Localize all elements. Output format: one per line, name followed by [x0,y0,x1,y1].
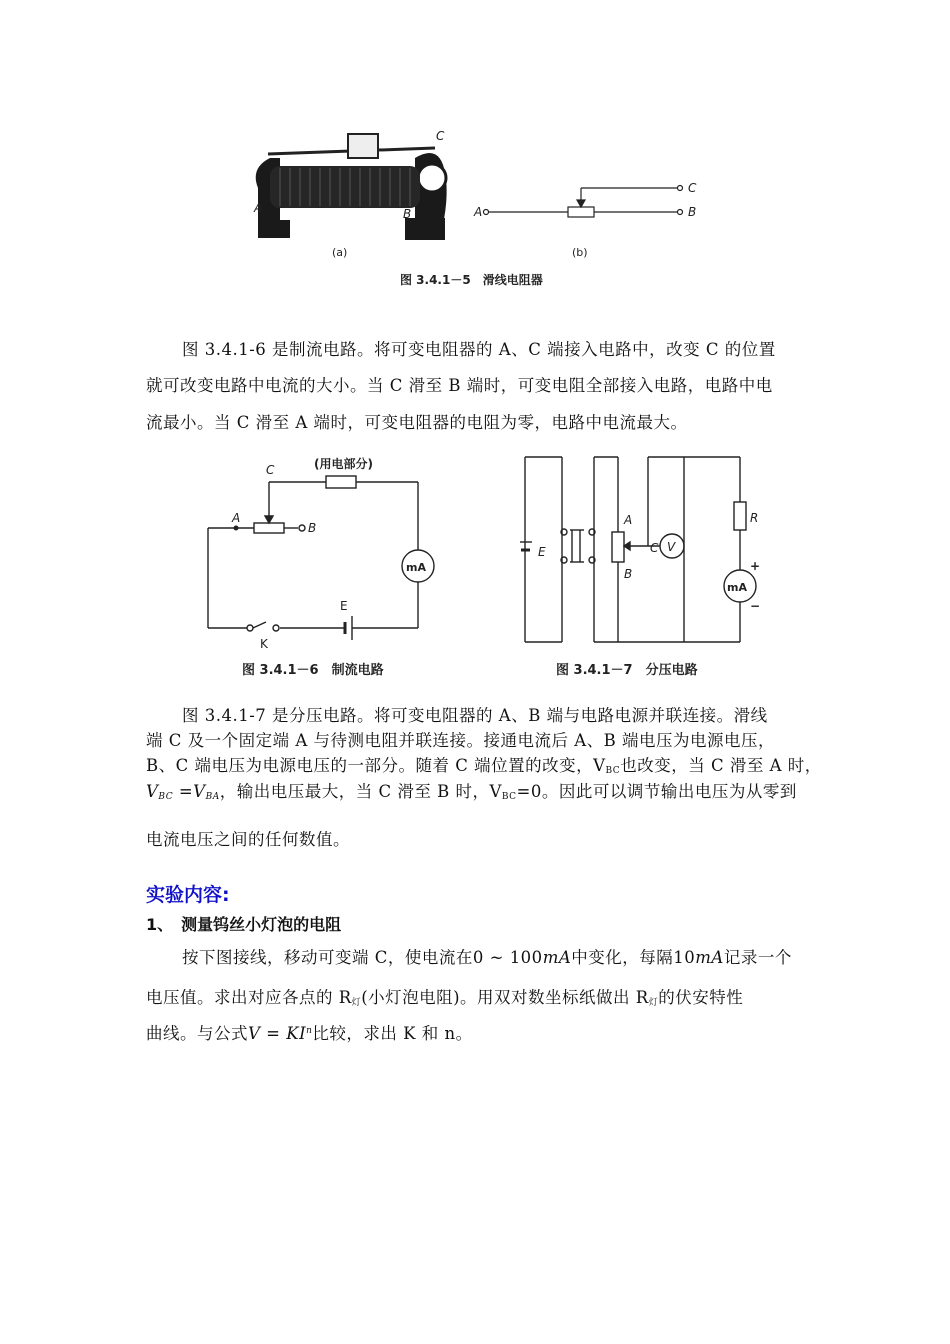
label-b-symbol: B [688,205,697,219]
para3-l1-a: 按下图接线，移动可变端 C，使电流在 [182,948,473,967]
v-sub-3: BC [501,792,517,802]
para3-l3-a: 曲线。与公式 [146,1024,248,1043]
label-b-divider: B [624,567,633,581]
para3-l1-b: 中变化，每隔 [571,948,674,967]
milliammeter-label-divider: mA [727,581,747,594]
para2-line5: 电流电压之间的任何数值。 [146,830,350,849]
voltmeter-label: V [667,540,676,554]
label-b-limit: B [308,521,317,535]
rheostat-symbol [484,186,683,218]
v-symbol-1: V [146,782,159,801]
formula-v: V [248,1024,261,1043]
subfig-b-label: (b) [572,246,588,259]
para2-line4-end: =0。因此可以调节输出电压为从零到 [516,782,797,801]
equals-sign: = [173,782,194,801]
label-load: (用电部分) [314,457,373,471]
label-a-photo: A [254,201,263,215]
plus-sign: + [750,559,761,573]
paragraph-procedure [146,944,811,1054]
formula-exponent: n [306,1026,313,1036]
label-a-symbol: A [474,205,483,219]
minus-sign: − [750,599,761,613]
para2-line3-end: 也改变，当 C 滑至 A 时， [620,756,822,775]
section-heading-experiment: 实验内容: [146,884,230,906]
figure-caption-limiting: 图 3.4.1－6 制流电路 [242,663,384,678]
r-sub-lamp-1: 灯 [351,998,362,1008]
para3-line1 [182,944,792,968]
para3-l3-b: 比较，求出 K 和 n。 [312,1024,473,1043]
v-sub-1: BC [158,792,174,802]
label-a-limit: A [232,511,241,525]
para1-line3: 流最小。当 C 滑至 A 端时，可变电阻器的电阻为零，电路中电流最大。 [146,413,688,432]
v-sub-2: BA [205,792,220,802]
unit-ma-2: mA [695,948,724,967]
figure-rheostat [240,128,710,298]
para3-line2 [146,984,743,1008]
label-c-photo: C [436,129,445,143]
milliammeter-label-limit: mA [406,561,426,574]
section-item-1: 1、 测量钨丝小灯泡的电阻 [146,915,342,934]
para3-l2-a: 电压值。求出对应各点的 R [146,988,352,1007]
formula-ki: KI [286,1024,307,1043]
para2-line2: 端 C 及一个固定端 A 与待测电阻并联连接。接通电流后 A、B 端电压为电源电压， [146,731,776,750]
label-c-divider: C [650,541,659,555]
label-c-symbol: C [688,181,697,195]
label-e-divider: E [538,545,546,559]
label-b-photo: B [403,207,412,221]
rheostat-illustration [253,129,447,259]
label-k-limit: K [260,637,268,651]
current-range: 0 ~ 100 [472,948,543,967]
para2-line4 [146,778,797,802]
figure-voltage-divider-circuit [520,452,780,684]
r-sub-lamp-2: 灯 [648,998,659,1008]
formula-eq: = [260,1024,287,1043]
para3-l1-c: 记录一个 [723,948,792,967]
subfig-a-label: (a) [332,246,348,259]
para3-l2-c: 的伏安特性 [658,988,744,1007]
figure-current-limiting-circuit [200,452,440,684]
para3-l2-b: (小灯泡电阻)。用双对数坐标纸做出 R [361,988,649,1007]
figure-caption-divider: 图 3.4.1－7 分压电路 [556,663,698,678]
v-symbol-2: V [193,782,206,801]
label-e-limit: E [340,599,348,613]
current-step: 10 [673,948,696,967]
label-a-divider: A [624,513,633,527]
para1-line2: 就可改变电路中电流的大小。当 C 滑至 B 端时，可变电阻全部接入电路，电路中电 [146,376,773,395]
para3-line3 [146,1020,473,1044]
para2-line4-text: ，输出电压最大，当 C 滑至 B 时，V [219,782,502,801]
para2-line1: 图 3.4.1-7 是分压电路。将可变电阻器的 A、B 端与电路电源并联连接。滑线 [182,706,768,725]
unit-ma-1: mA [542,948,572,967]
para2-line3-a: B、C 端电压为电源电压的一部分。随着 C 端位置的改变，V [146,756,606,775]
paragraph-voltage-divider [146,702,822,852]
para2-line3-sub: BC [605,766,621,776]
label-c-limit: C [266,463,275,477]
label-r-divider: R [750,511,759,525]
figure-caption-rheostat: 图 3.4.1－5 滑线电阻器 [400,273,543,287]
para1-line1: 图 3.4.1-6 是制流电路。将可变电阻器的 A、C 端接入电路中，改变 C 的位置 [182,340,776,359]
paragraph-current-limiting [146,336,811,436]
para2-line3 [146,752,822,776]
